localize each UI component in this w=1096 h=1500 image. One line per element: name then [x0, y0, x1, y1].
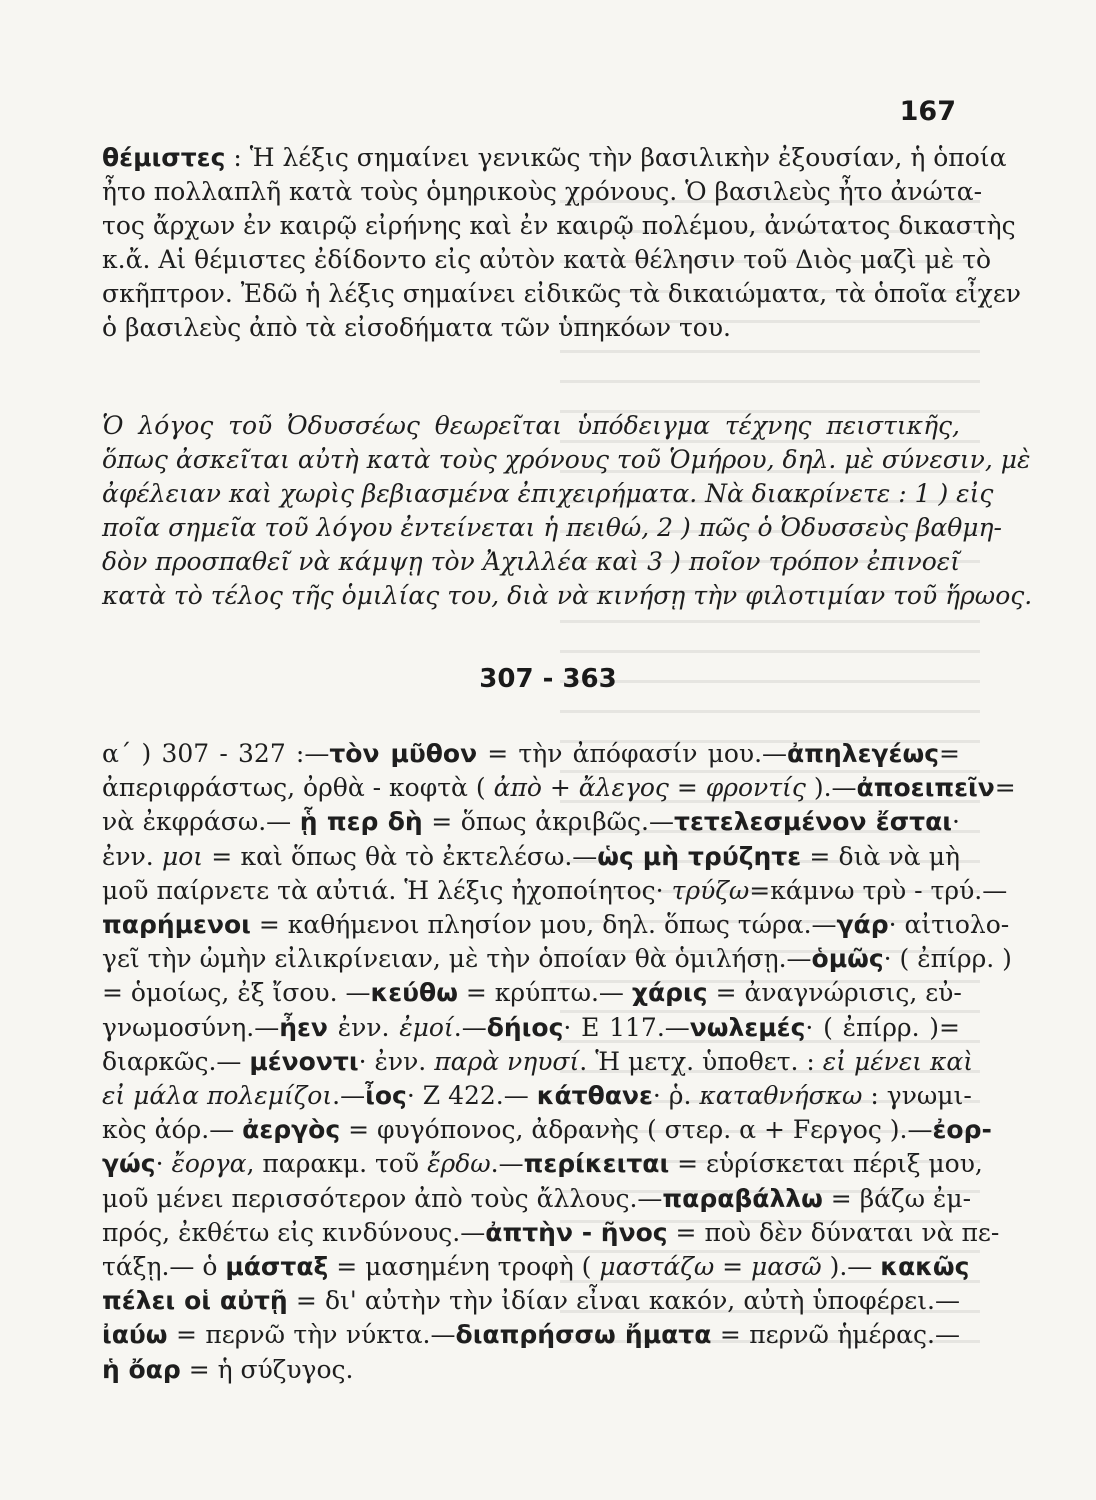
text-run: = ἡ σύζυγος. — [180, 1354, 354, 1384]
headword: ἦεν — [279, 1012, 328, 1042]
text-run: = περνῶ ἡμέρας.— — [711, 1320, 960, 1350]
paragraph1-line — [102, 142, 1007, 174]
glossary-line — [102, 943, 1012, 975]
text-run: νὰ ἐκφράσω.— — [102, 807, 300, 837]
text-run: · ( ἐπίρρ. )= — [805, 1012, 960, 1042]
text-run: · ( ἐπίρρ. ) — [883, 944, 1012, 974]
glossary-line — [102, 977, 960, 1009]
paragraph1-line — [102, 210, 1016, 242]
glossary-line — [102, 772, 1016, 804]
headword: τὸν μῦθον — [329, 739, 478, 768]
headword: νωλεμές — [689, 1012, 806, 1042]
text-run: ἐνν. — [102, 841, 162, 871]
paragraph2-line — [102, 512, 1002, 544]
glossary-line — [102, 1354, 960, 1386]
text-run: κὸς ἀόρ.— — [102, 1115, 243, 1145]
text-run: .— — [490, 1149, 524, 1179]
text-run: = περνῶ τὴν νύκτα.— — [167, 1320, 456, 1350]
text-run: · — [952, 807, 960, 837]
text-run: = βάζω ἐμ- — [822, 1183, 972, 1213]
text-run: .— — [453, 1012, 487, 1042]
headword: ἀεργὸς — [242, 1115, 341, 1145]
italic-text: ἀπὸ + ἄλεγος = φροντίς — [493, 773, 806, 803]
headword: παρήμενοι — [102, 910, 251, 939]
glossary-line — [102, 1251, 970, 1283]
page-number: 167 — [899, 96, 956, 127]
italic-text: εἰ μένει καὶ — [822, 1046, 974, 1076]
text-run: ).— — [821, 1252, 881, 1281]
glossary-line — [102, 841, 960, 873]
text-run: = ποὺ δὲν δύναται νὰ πε- — [667, 1217, 1000, 1247]
italic-text: εἰ μάλα πολεμίζοι — [102, 1081, 333, 1110]
glossary-line — [102, 1148, 983, 1180]
text-run: · Ε 117.— — [563, 1012, 690, 1042]
headword: χάρις — [631, 978, 708, 1008]
glossary-line — [102, 1080, 972, 1112]
glossary-line — [102, 1012, 960, 1044]
glossary-line — [102, 909, 1010, 941]
italic-text: ἔοργα — [171, 1149, 247, 1179]
text-run: · αἰτιολο- — [888, 910, 1010, 939]
text-run: γνωμοσύνη.— — [102, 1012, 280, 1042]
section-heading: 307 - 363 — [479, 664, 617, 694]
headword: γάρ — [836, 910, 889, 939]
text-run: = ὅπως ἀκριβῶς.— — [422, 807, 674, 837]
headword: ἐορ- — [932, 1115, 992, 1145]
text-run: τάξῃ.— ὁ — [102, 1252, 226, 1281]
text-run: · ῥ. — [652, 1081, 700, 1110]
italic-text: τρύζω — [671, 875, 750, 905]
text-run: = — [994, 773, 1016, 803]
italic-text: καταθνήσκω — [699, 1081, 863, 1110]
text-run: = δι' αὐτὴν τὴν ἰδίαν εἶναι κακόν, αὐτὴ ὑποφέρει.— — [287, 1286, 960, 1316]
headword: δήιος — [486, 1012, 564, 1042]
text-run: = μασημένη τροφὴ ( — [328, 1252, 600, 1281]
text-run: .— — [332, 1081, 366, 1110]
glossary-line — [102, 875, 1008, 907]
headword: διαπρήσσω ἤματα — [455, 1320, 712, 1350]
glossary-line — [102, 806, 960, 838]
paragraph2-line — [102, 546, 960, 578]
italic-text: ἐμοί — [399, 1012, 454, 1042]
text-run: = καθήμενοι πλησίον μου, δηλ. ὅπως τώρα.— — [250, 910, 837, 939]
glossary-line — [102, 1114, 992, 1146]
text-run: α΄ ) 307 - 327 :— — [102, 739, 330, 768]
headword: κεύθω — [370, 978, 458, 1008]
text-run: μοῦ μένει περισσότερον ἀπὸ τοὺς ἄλλους.— — [102, 1183, 663, 1213]
text-run: τος ἄρχων ἐν καιρῷ εἰρήνης καὶ ἐν καιρῷ πολέμου, ἀνώτατος δικαστὴς — [102, 211, 1016, 240]
headword: ἀπτὴν - ῆνος — [485, 1217, 668, 1247]
headword: μένοντι — [249, 1046, 359, 1076]
text-run: = — [939, 739, 960, 768]
paragraph1-line — [102, 278, 1021, 310]
italic-text: παρὰ νηυσί — [434, 1046, 580, 1076]
italic-text: ποῖα σημεῖα τοῦ λόγου ἐντείνεται ἡ πειθώ, 2 ) πῶς ὁ Ὀδυσσεὺς βαθμη- — [102, 513, 1002, 542]
italic-text: δὸν προσπαθεῖ νὰ κάμψῃ τὸν Ἀχιλλέα καὶ 3 ) ποῖον τρόπον ἐπινοεῖ — [102, 547, 960, 576]
glossary-line — [102, 1285, 960, 1317]
headword: ἀποειπεῖν — [856, 773, 995, 803]
text-run: · Ζ 422.— — [406, 1081, 537, 1110]
headword: ᾗ περ δὴ — [299, 807, 423, 837]
glossary-line — [102, 1217, 1000, 1249]
glossary-line — [102, 738, 960, 770]
text-run: , παρακμ. τοῦ — [246, 1149, 428, 1179]
text-run: διαρκῶς.— — [102, 1046, 250, 1076]
italic-text: μοι — [161, 841, 204, 871]
text-run: ).— — [805, 773, 857, 803]
text-run: . Ἡ μετχ. ὑποθετ. : — [579, 1046, 823, 1076]
italic-text: μαστάζω = μασῶ — [599, 1252, 822, 1281]
text-run: = ἀναγνώρισις, εὐ- — [707, 978, 962, 1008]
text-run: ἐνν. — [327, 1012, 400, 1042]
text-run: · — [155, 1149, 172, 1179]
text-run: γεῖ τὴν ὠμὴν εἰλικρίνειαν, μὲ τὴν ὁποίαν θὰ ὁμιλήσῃ.— — [102, 944, 812, 974]
headword: γώς — [102, 1149, 156, 1179]
text-run: ἦτο πολλαπλῆ κατὰ τοὺς ὁμηρικοὺς χρόνους. Ὁ βασιλεὺς ἦτο ἀνώτα- — [102, 177, 983, 206]
paragraph1-line — [102, 312, 960, 344]
headword: τετελεσμένον ἔσται — [673, 807, 953, 837]
text-run: : Ἡ λέξις σημαίνει γενικῶς τὴν βασιλικὴν ἐξουσίαν, ἡ ὁποία — [225, 143, 1007, 172]
paragraph2-line — [102, 410, 960, 442]
paragraph2-line — [102, 580, 1033, 612]
headword: ἰαύω — [102, 1320, 168, 1350]
glossary-line — [102, 1319, 960, 1351]
paragraph1-line — [102, 244, 992, 276]
text-run: = ὁμοίως, ἐξ ἴσου. — — [102, 978, 371, 1008]
text-run: μοῦ παίρνετε τὰ αὐτιά. Ἡ λέξις ἠχοποίητος· — [102, 875, 672, 905]
text-run: · ἐνν. — [358, 1046, 435, 1076]
italic-text: ἀφέλειαν καὶ χωρὶς βεβιασμένα ἐπιχειρήματα. Νὰ διακρίνετε : 1 ) εἰς — [102, 479, 994, 508]
text-run: ἀπεριφράστως, ὀρθὰ - κοφτὰ ( — [102, 773, 494, 803]
headword: παραβάλλω — [662, 1183, 823, 1213]
headword: θέμιστες — [102, 143, 226, 172]
headword: ἶος — [365, 1081, 407, 1110]
headword: ἀπηλεγέως — [787, 739, 940, 768]
text-run: σκῆπτρον. Ἐδῶ ἡ λέξις σημαίνει εἰδικῶς τὰ δικαιώματα, τὰ ὁποῖα εἶχεν — [102, 279, 1021, 308]
glossary-line — [102, 1046, 974, 1078]
text-run: = διὰ νὰ μὴ — [801, 841, 960, 871]
headword: ὁμῶς — [811, 944, 884, 974]
headword: κάτθανε — [536, 1081, 653, 1110]
text-run: ὁ βασιλεὺς ἀπὸ τὰ εἰσοδήματα τῶν ὑπηκόων του. — [102, 313, 732, 342]
glossary-line — [102, 1183, 972, 1215]
headword: κακῶς — [880, 1252, 970, 1281]
paragraph2-line — [102, 444, 1031, 476]
text-run: = τὴν ἀπόφασίν μου.— — [477, 739, 788, 768]
paragraph1-line — [102, 176, 983, 208]
text-run: = φυγόπονος, ἀδρανὴς ( στερ. α + Fεργος ).— — [340, 1115, 933, 1145]
paragraph2-line — [102, 478, 994, 510]
headword: πέλει οἱ αὐτῇ — [102, 1286, 288, 1316]
text-run: = καὶ ὅπως θὰ τὸ ἐκτελέσω.— — [203, 841, 598, 871]
italic-text: Ὁ λόγος τοῦ Ὀδυσσέως θεωρεῖται ὑπόδειγμα τέχνης πειστικῆς, — [102, 411, 960, 440]
italic-text: ἔρδω — [427, 1149, 491, 1179]
text-run: κ.ἄ. Αἱ θέμιστες ἐδίδοντο εἰς αὐτὸν κατὰ θέλησιν τοῦ Διὸς μαζὶ μὲ τὸ — [102, 245, 992, 274]
headword: ὡς μὴ τρύζητε — [597, 841, 802, 871]
text-run: = κρύπτω.— — [457, 978, 632, 1008]
italic-text: ὅπως ἀσκεῖται αὐτὴ κατὰ τοὺς χρόνους τοῦ Ὁμήρου, δηλ. μὲ σύνεσιν, μὲ — [102, 445, 1031, 474]
text-run: πρός, ἐκθέτω εἰς κινδύνους.— — [102, 1217, 486, 1247]
headword: μάσταξ — [225, 1252, 329, 1281]
headword: ἡ ὄαρ — [102, 1354, 181, 1384]
headword: περίκειται — [523, 1149, 670, 1179]
text-run: = εὑρίσκεται πέριξ μου, — [669, 1149, 983, 1179]
italic-text: κατὰ τὸ τέλος τῆς ὁμιλίας του, διὰ νὰ κινήσῃ τὴν φιλοτιμίαν τοῦ ἥρωος. — [102, 581, 1033, 610]
text-run: : γνωμι- — [862, 1081, 972, 1110]
text-run: =κάμνω τρὺ - τρύ.— — [749, 875, 1008, 905]
